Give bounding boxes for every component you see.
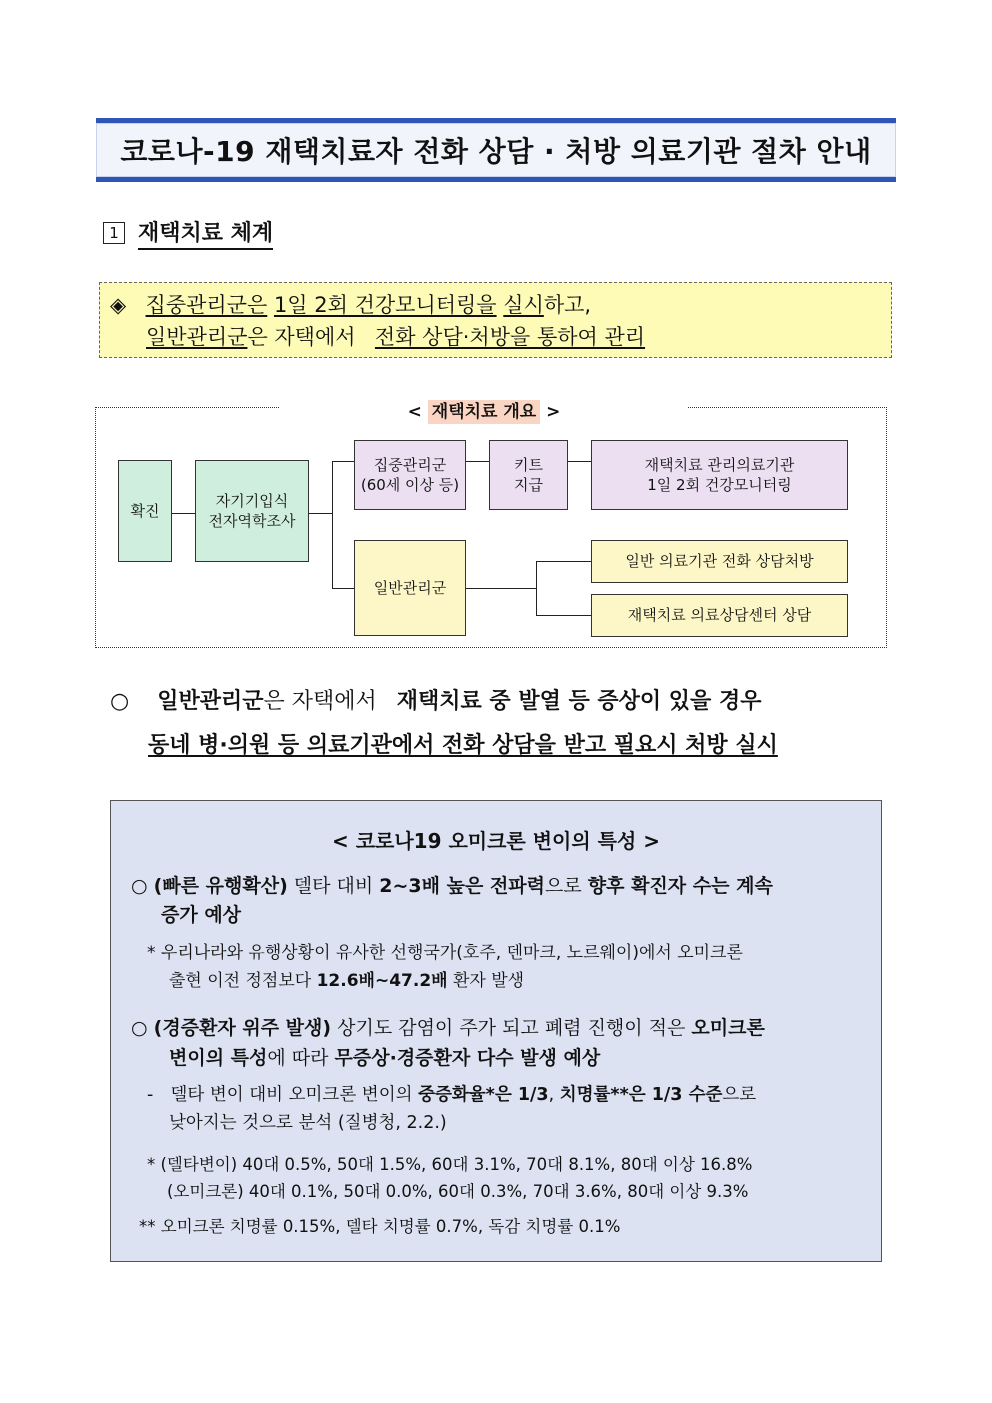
double-asterisk-icon: ** (139, 1217, 156, 1236)
omicron-point-2-cont: 변이의 특성에 따라 무증상·경증환자 다수 발생 예상 (169, 1047, 601, 1069)
title-banner (96, 118, 896, 182)
summary-box (99, 282, 892, 358)
omicron-note-1-cont: 출현 이전 정점보다 12.6배~47.2배 환자 발생 (169, 971, 525, 991)
connector-line (466, 461, 489, 462)
node-phone-consult: 일반 의료기관 전화 상담처방 (591, 540, 848, 583)
connector-line (568, 461, 591, 462)
page-title: 코로나-19 재택치료자 전화 상담 · 처방 의료기관 절차 안내 (120, 135, 872, 168)
node-survey: 자기기입식 전자역학조사 (195, 460, 309, 562)
dash-bullet-icon: - (147, 1085, 154, 1105)
diagram-title: < 재택치료 개요 > (280, 397, 688, 427)
connector-line (536, 615, 591, 616)
circle-bullet-icon: ○ (131, 1017, 148, 1039)
omicron-point-1-cont: 증가 예상 (161, 904, 242, 926)
summary-text: 전화 상담·처방을 통하여 관리 (374, 325, 646, 349)
connector-line (332, 461, 333, 588)
omicron-note-2: * (델타변이) 40대 0.5%, 50대 1.5%, 60대 3.1%, 70대 8.1%, 80대 이상 16.8% (147, 1155, 753, 1174)
diamond-bullet-icon: ◈ (110, 293, 127, 317)
paragraph-line-2: 동네 병·의원 등 의료기관에서 전화 상담을 받고 필요시 처방 실시 (148, 733, 778, 758)
diagram-title-label: 재택치료 개요 (428, 400, 540, 424)
summary-text: 은 자택에서 (247, 325, 356, 349)
node-center-consult: 재택치료 의료상담센터 상담 (591, 594, 848, 637)
connector-line (466, 588, 536, 589)
summary-text: 실시 (503, 293, 544, 317)
summary-text: 일반관리군 (146, 325, 248, 349)
summary-text: 집중관리군은 (145, 293, 268, 317)
connector-line (536, 561, 591, 562)
paragraph-line-1: ○ 일반관리군은 자택에서 재택치료 중 발열 등 증상이 있을 경우 (110, 689, 762, 714)
node-intensive-group: 집중관리군 (60세 이상 등) (354, 440, 466, 510)
omicron-note-1: * 우리나라와 유행상황이 유사한 선행국가(호주, 덴마크, 노르웨이)에서 오미크론 (147, 943, 743, 963)
node-monitoring: 재택치료 관리의료기관 1일 2회 건강모니터링 (591, 440, 848, 510)
summary-text: 1일 2회 건강모니터링을 (273, 293, 497, 317)
summary-text: 하고, (543, 293, 592, 317)
omicron-note-3: ** 오미크론 치명률 0.15%, 델타 치명률 0.7%, 독감 치명률 0.1% (139, 1217, 621, 1236)
connector-line (172, 513, 195, 514)
connector-line (332, 461, 354, 462)
omicron-point-1: ○ (빠른 유행확산) 델타 대비 2~3배 높은 전파력으로 향후 확진자 수는 계속 (131, 875, 773, 897)
omicron-info-box (110, 800, 882, 1262)
summary-line-1 (110, 289, 591, 319)
omicron-box-title: < 코로나19 오미크론 변이의 특성 > (331, 829, 660, 853)
connector-line (332, 588, 354, 589)
omicron-note-2-cont: (오미크론) 40대 0.1%, 50대 0.0%, 60대 0.3%, 70대 3.6%, 80대 이상 9.3% (167, 1182, 749, 1201)
omicron-detail-1: - 델타 변이 대비 오미크론 변이의 중증화율*은 1/3, 치명률**은 1/3 수준으로 (147, 1085, 757, 1105)
asterisk-icon: * (147, 943, 156, 963)
summary-line-2 (146, 321, 645, 351)
circle-bullet-icon: ○ (110, 689, 130, 714)
node-general-group: 일반관리군 (354, 540, 466, 636)
section-title: 재택치료 체계 (138, 216, 273, 250)
node-kit: 키트 지급 (489, 440, 568, 510)
connector-line (536, 561, 537, 616)
connector-line (309, 513, 332, 514)
omicron-point-2: ○ (경증환자 위주 발생) 상기도 감염이 주가 되고 폐렴 진행이 적은 오미크론 (131, 1017, 765, 1039)
omicron-detail-1-cont: 낮아지는 것으로 분석 (질병청, 2.2.) (169, 1113, 447, 1133)
circle-bullet-icon: ○ (131, 875, 148, 897)
node-confirm: 확진 (118, 460, 172, 562)
section-number-box: 1 (103, 222, 125, 244)
asterisk-icon: * (147, 1155, 156, 1174)
